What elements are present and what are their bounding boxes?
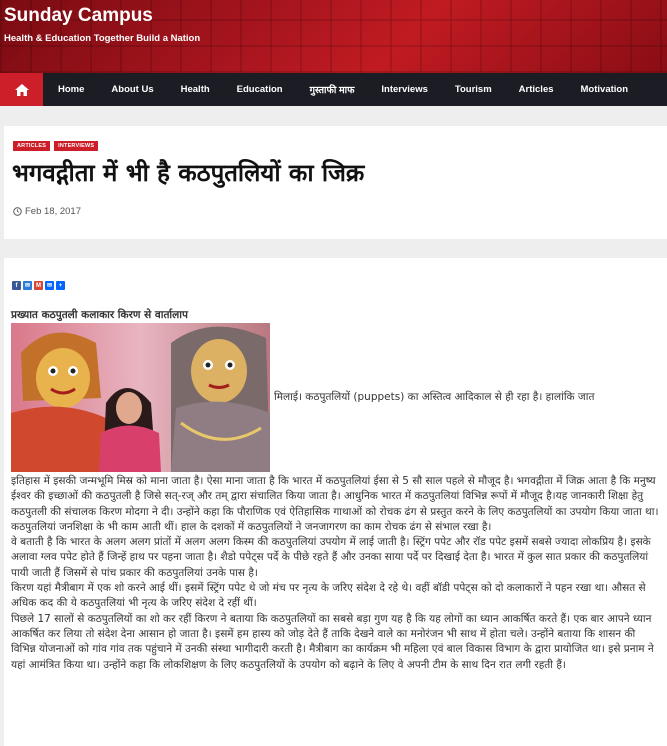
nav-home-button[interactable] <box>0 73 43 106</box>
category-badge-articles[interactable]: ARTICLES <box>13 141 50 151</box>
post-date-text: Feb 18, 2017 <box>25 206 81 217</box>
mail-icon[interactable]: ✉ <box>46 283 53 289</box>
nav-item-tourism[interactable]: Tourism <box>454 84 492 95</box>
body-paragraph: किरण यहां मैत्रीबाग में एक शो करने आई थीं। इसमें स्ट्रिंग पपेट थे जो मंच पर नृत्य के जरिए संदेश दे रहे थे। वहीं बॉडी पपेट्स को दो कलाकारों ने पहन रखा था। औसत से अधिक कद की ये कठपुतलियां भी नृत्य के जरिए संदेश दे रहीं थीं। <box>11 582 646 610</box>
main-navigation <box>0 73 667 106</box>
intro-line: मिलाई। कठपुतलियों (puppets) का अस्तित्व आदिकाल से ही रहा है। हालांकि जात <box>274 391 595 403</box>
email-icon[interactable]: ✉ <box>24 283 31 289</box>
home-icon <box>15 84 29 96</box>
nav-item-education[interactable]: Education <box>236 84 283 95</box>
puppets-photo <box>11 323 270 472</box>
gmail-icon[interactable]: M <box>36 282 41 289</box>
site-title[interactable]: Sunday Campus <box>4 5 153 26</box>
post-subheading: प्रख्यात कठपुतली कलाकार किरण से वार्तालाप <box>11 309 188 321</box>
share-buttons <box>12 281 65 290</box>
post-content-card <box>4 258 667 746</box>
nav-item-home[interactable]: Home <box>58 84 85 95</box>
post-categories <box>13 141 98 151</box>
nav-item-about-us[interactable]: About Us <box>111 84 154 95</box>
site-header <box>0 0 667 73</box>
puppets-image <box>11 323 270 472</box>
facebook-icon[interactable]: f <box>12 281 21 290</box>
nav-item-interviews[interactable]: Interviews <box>381 84 428 95</box>
clock-icon <box>13 207 22 216</box>
nav-item-motivation[interactable]: Motivation <box>580 84 629 95</box>
site-tagline: Health & Education Together Build a Nation <box>4 33 201 44</box>
nav-item-gustafi-maaf[interactable]: गुस्ताफी माफ <box>309 85 355 96</box>
post-title: भगवद्गीता में भी है कठपुतलियों का जिक्र <box>12 159 365 187</box>
category-badge-interviews[interactable]: INTERVIEWS <box>54 141 98 151</box>
nav-item-health[interactable]: Health <box>180 84 210 95</box>
body-paragraph: वे बताती है कि भारत के अलग अलग प्रांतों में अलग अलग किस्म की कठपुतलियां उपयोग में लाई जाती है। स्ट्रिंग पपेट और रॉड पपेट इसमें सबसे ज्यादा लोकप्रिय है। इसके अलावा ग्लव पपेट होते हैं जिन्हें हाथ पर पहना जाता है। शैडो पपेट्स पर्दे के पीछे रहते हैं और उनका साया पर्दे पर दिखाई देता है। भारत में कुल सात प्रकार की कठपुतलियां पायी जाती हैं जिसमें से पांच प्रकार की कठपुतलियां उनके पास है। <box>11 536 651 579</box>
nav-item-articles[interactable]: Articles <box>518 84 554 95</box>
post-body <box>11 474 661 673</box>
post-date <box>13 206 81 217</box>
share-icon[interactable]: + <box>56 281 65 290</box>
post-header-card <box>4 126 667 239</box>
nav-items <box>43 83 628 96</box>
body-paragraph: इतिहास में इसकी जन्मभूमि मिस्र को माना जाता है। ऐसा माना जाता है कि भारत में कठपुतलियां ईसा से 5 सौ साल पहले से मौजूद है। भगवद्गीता में जिक्र आता है कि मनुष्य ईश्वर की इच्छाओं की कठपुतली है जिसे सत्-रज् और तम् द्वारा संचालित किया जाता है। आधुनिक भारत में कठपुतलियां विभिन्न रूपों में मौजूद है।यह जानकारी शिक्षा हेतु कठपुतली की संचालक किरण मोदगा ने दी। उन्होंने कहा कि पौराणिक एवं ऐतिहासिक गाथाओं को रोचक ढंग से प्रस्तुत करने के लिए कठपुतलियों का उपयोग किया जाता था। कठपुतलियां जनशिक्षा के भी काम आती थीं। हाल के दशकों में कठपुतलियों ने जनजागरण का काम रोचक ढंग से संभाल रखा है। <box>11 475 659 533</box>
body-paragraph: पिछले 17 सालों से कठपुतलियों का शो कर रहीं किरण ने बताया कि कठपुतलियों का सबसे बड़ा गुण यह है कि यह लोगों का ध्यान आकर्षित करते हैं। एक बार आपने ध्यान आकर्षित कर लिया तो संदेश देना आसान हो जाता है। इसमें हम हास्य को जोड़ देते हैं ताकि देखने वाले का मनोरंजन भी साथ में होता चले। उन्होंने बताया कि शासन की विभिन्न योजनाओं को गांव गांव तक पहुंचाने में उनकी संस्था भागीदारी करती है। मैत्रीबाग का कार्यक्रम भी महिला एवं बाल विकास विभाग के द्वारा प्रायोजित था। इसे प्रनाम ने यहां आमंत्रित किया था। उन्होंने कहा कि लोकशिक्षण के लिए कठपुतलियों के उपयोग को बढ़ाने के लिए वे अपनी टीम के साथ दिन रात लगी रहती हैं। <box>11 612 654 671</box>
